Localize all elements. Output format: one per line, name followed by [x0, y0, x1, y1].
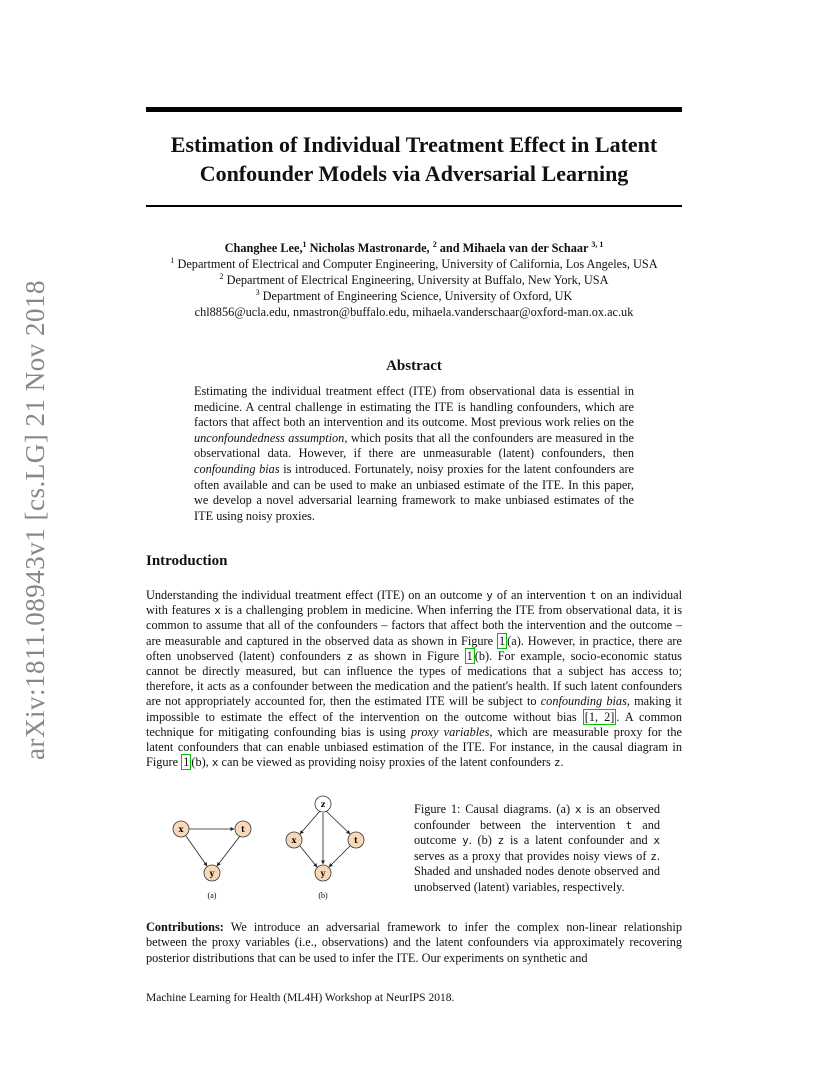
abstract-heading: Abstract [386, 358, 442, 374]
edge-z-x [300, 811, 320, 834]
node-t-label: t [241, 824, 245, 834]
node-y-label: y [209, 868, 215, 878]
citation-link[interactable]: [1, 2] [584, 709, 615, 724]
introduction-heading: Introduction [146, 553, 228, 569]
author-block [146, 240, 682, 320]
figure-ref-link[interactable]: 1 [498, 633, 506, 648]
edge-t-y-b [329, 846, 350, 867]
introduction-text: Understanding the individual treatment effect (ITE) on an outcome y of an intervention t on an individual with features x is a challenging problem in medicine. When inferring the ITE from observational data, it is common to assume that all of the confounders – factors that affect both the intervention and the outcome – are measurable and captured in the observed data as shown in Figure 1 (a). However, in practice, there are often unobserved (latent) confounders z as shown in Figure 1 (b). For example, socio-economic status cannot be directly measured, but can influence the types of medications that a subject has access to; therefore, it acts as a confounder between the medication and the patient's health. If such latent confounders are not appropriately accounted for, then the estimated ITE will be subject to confounding bias, making it impossible to estimate the effect of the intervention on the outcome without bias [1, 2] . A common technique for mitigating confounding bias is using proxy variables, which are measurable proxy for the latent confounders that can enable unbiased estimation of the ITE. For instance, in the causal diagram in Figure 1 (b), x can be viewed as providing noisy proxies of the latent confounders z. [146, 588, 682, 770]
affiliation-1: $^1$ Department of Electrical and Computer Engineering, University of California, Los Angeles, USA [170, 255, 658, 271]
edge-x-y-b [300, 846, 317, 867]
node-x-label: x [178, 824, 184, 834]
title-line-2: Confounder Models via Adversarial Learning [199, 161, 629, 186]
author-names: Changhee Lee,$^1$ Nicholas Mastronarde, $^2$ and Mihaela van der Schaar $^{3, 1}$ [224, 239, 604, 255]
figure-caption: Figure 1: Causal diagrams. (a) x is an observed confounder between the intervention t and outcome y. (b) z is a latent confounder and x serves as a proxy that provides noisy views of z. Shaded and unshaded nodes denote observed and unobserved (latent) variables, respectively. [414, 802, 661, 894]
arxiv-side-label: arXiv:1811.08943v1 [cs.LG] 21 Nov 2018 [20, 280, 50, 760]
diagram-b [286, 796, 364, 900]
paper-title [146, 130, 682, 188]
affiliation-2: $^2$ Department of Electrical Engineering, University at Buffalo, New York, USA [219, 271, 609, 287]
edge-x-y [186, 836, 207, 866]
diagram-a [173, 821, 251, 900]
figure-ref-link[interactable]: 1 [183, 755, 190, 770]
top-rule [146, 107, 682, 112]
node-x-b-label: x [291, 835, 297, 845]
diagram-a-label: (a) [207, 891, 217, 900]
affiliation-3: $^3$ Department of Engineering Science, University of Oxford, UK [255, 287, 573, 303]
title-bottom-rule [146, 205, 682, 207]
node-z-label: z [320, 799, 326, 809]
node-y-b-label: y [320, 868, 326, 878]
contributions-paragraph: Contributions: We introduce an adversarial framework to infer the complex non-linear relationship between the proxy variables (i.e., observations) and the latent confounders via approximately recovering posterior distributions that can be used to infer the ITE. Our experiments on synthetic and [146, 920, 682, 965]
title-line-1: Estimation of Individual Treatment Effect in Latent [170, 132, 658, 157]
author-emails: chl8856@ucla.edu, nmastron@buffalo.edu, mihaela.vanderschaar@oxford-man.ox.ac.uk [194, 305, 634, 319]
causal-diagram-figure [160, 792, 400, 904]
venue-footnote: Machine Learning for Health (ML4H) Workshop at NeurIPS 2018. [146, 992, 455, 1004]
abstract-text: Estimating the individual treatment effect (ITE) from observational data is essential in medicine. A central challenge in estimating the ITE is handling confounders, which are factors that affect both an intervention and its outcome. Most previous work relies on the unconfoundedness assumption, which posits that all the confounders are measured in the observational data. However, if there are unmeasurable (latent) confounders, then confounding bias is introduced. Fortunately, noisy proxies for the latent confounders are often available and can be used to make an unbiased estimate of the ITE. In this paper, we develop a novel adversarial learning framework to make unbiased estimates of the ITE using noisy proxies. [194, 384, 634, 523]
edge-z-t [326, 811, 350, 834]
diagram-b-label: (b) [318, 891, 328, 900]
figure-ref-link[interactable]: 1 [466, 648, 473, 663]
node-t-b-label: t [354, 835, 358, 845]
edge-t-y [217, 836, 240, 866]
